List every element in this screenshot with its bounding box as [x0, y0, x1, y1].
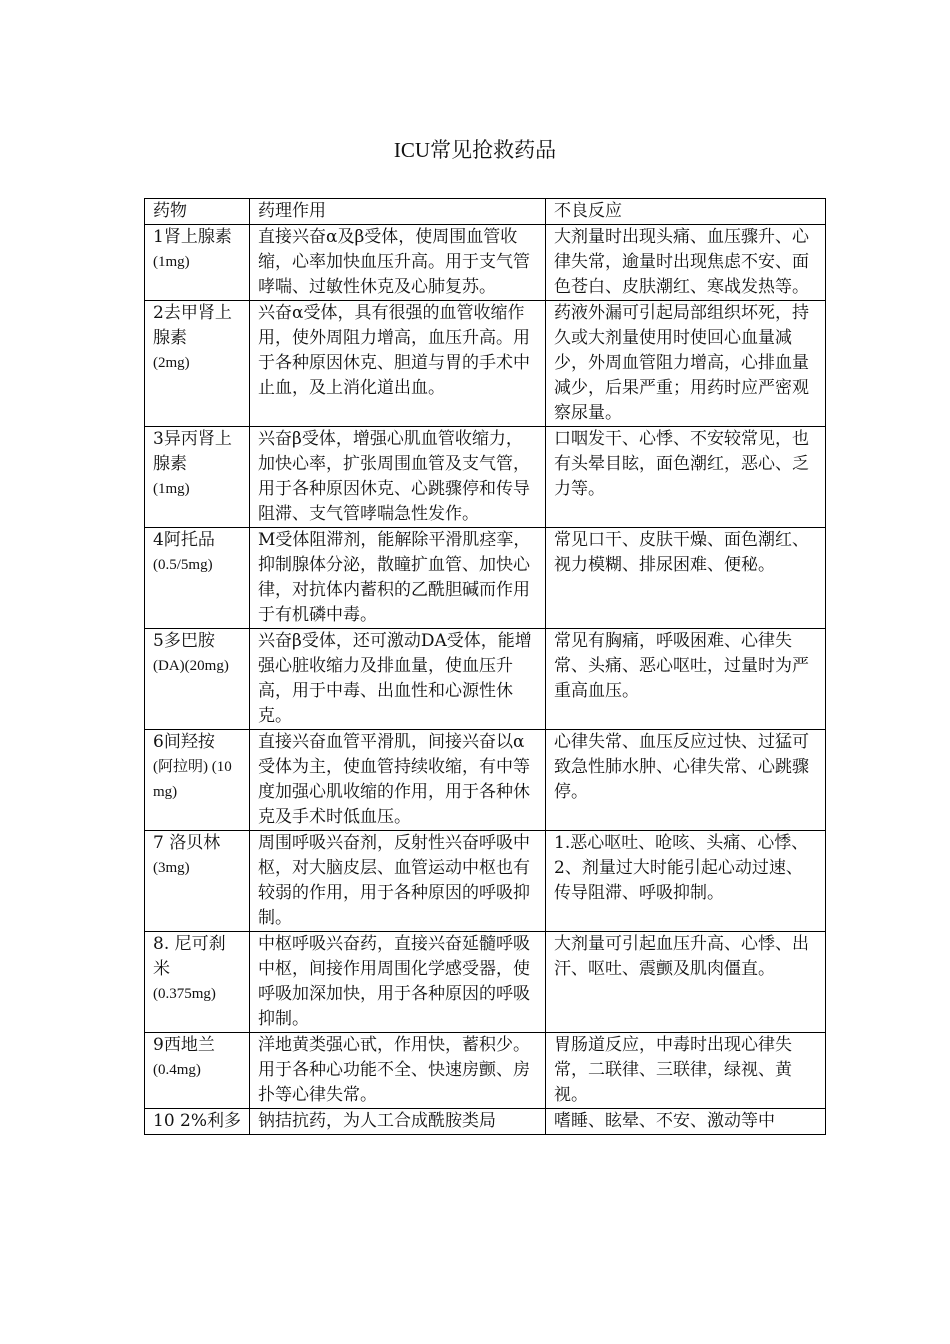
- table-row: [145, 1033, 826, 1109]
- action-cell: 直接兴奋血管平滑肌，间接兴奋以α受体为主，使血管持续收缩，有中等度加强心肌收缩的作用，用于各种休克及手术时低血压。: [250, 730, 546, 831]
- drug-dose: (1mg): [153, 481, 190, 497]
- drug-name: 6间羟按: [153, 732, 215, 752]
- table-row: [145, 932, 826, 1033]
- adverse-cell: 1.恶心呕吐、呛咳、头痛、心悸、2、剂量过大时能引起心动过速、传导阻滞、呼吸抑制。: [546, 831, 826, 932]
- adverse-cell: 胃肠道反应，中毒时出现心律失常，二联律、三联律，绿视、黄视。: [546, 1033, 826, 1109]
- drug-cell: [145, 831, 250, 932]
- drug-name: 8. 尼可刹米: [153, 934, 226, 979]
- drug-name: 5多巴胺: [153, 631, 215, 651]
- table-row: [145, 301, 826, 427]
- drug-name: 1肾上腺素: [153, 227, 232, 247]
- drug-cell: [145, 730, 250, 831]
- drug-dose: (0.4mg): [153, 1062, 201, 1078]
- table-header-row: [145, 199, 826, 225]
- drug-name: 7 洛贝林: [153, 833, 221, 853]
- drug-name: 9西地兰: [153, 1035, 215, 1055]
- action-cell: 洋地黄类强心甙，作用快，蓄积少。用于各种心功能不全、快速房颤、房扑等心律失常。: [250, 1033, 546, 1109]
- drug-cell: [145, 932, 250, 1033]
- table-row: [145, 629, 826, 730]
- table-row: [145, 225, 826, 301]
- drug-name: 4阿托品: [153, 530, 215, 550]
- action-cell: 兴奋α受体，具有很强的血管收缩作用，使外周阻力增高，血压升高。用于各种原因休克、胆道与胃的手术中止血，及上消化道出血。: [250, 301, 546, 427]
- adverse-cell: 药液外漏可引起局部组织坏死，持久或大剂量使用时使回心血量减少，外周血管阻力增高，心排血量减少，后果严重；用药时应严密观察尿量。: [546, 301, 826, 427]
- action-cell: M受体阻滞剂，能解除平滑肌痉挛，抑制腺体分泌，散瞳扩血管、加快心律，对抗体内蓄积的乙酰胆碱而作用于有机磷中毒。: [250, 528, 546, 629]
- adverse-cell: 嗜睡、眩晕、不安、激动等中: [546, 1109, 826, 1135]
- action-cell: 中枢呼吸兴奋药，直接兴奋延髓呼吸中枢，间接作用周围化学感受器，使呼吸加深加快，用于各种原因的呼吸抑制。: [250, 932, 546, 1033]
- drug-dose: (0.375mg): [153, 986, 216, 1002]
- drug-cell: [145, 528, 250, 629]
- drug-name: 3异丙肾上腺素: [153, 429, 232, 474]
- drug-cell: [145, 301, 250, 427]
- table-row: [145, 528, 826, 629]
- header-adverse: 不良反应: [546, 199, 826, 225]
- table-row: [145, 1109, 826, 1135]
- drug-cell: [145, 427, 250, 528]
- page-title: ICU常见抢救药品: [393, 138, 557, 162]
- action-cell: 钠拮抗药，为人工合成酰胺类局: [250, 1109, 546, 1135]
- drug-table: [144, 198, 826, 1135]
- action-cell: 周围呼吸兴奋剂，反射性兴奋呼吸中枢，对大脑皮层、血管运动中枢也有较弱的作用，用于各种原因的呼吸抑制。: [250, 831, 546, 932]
- drug-cell: [145, 629, 250, 730]
- drug-dose: (0.5/5mg): [153, 557, 213, 573]
- drug-cell: [145, 1109, 250, 1135]
- adverse-cell: 心律失常、血压反应过快、过猛可致急性肺水肿、心律失常、心跳骤停。: [546, 730, 826, 831]
- action-cell: 兴奋β受体，增强心肌血管收缩力，加快心率，扩张周围血管及支气管，用于各种原因休克、心跳骤停和传导阻滞、支气管哮喘急性发作。: [250, 427, 546, 528]
- action-cell: 直接兴奋α及β受体，使周围血管收缩，心率加快血压升高。用于支气管哮喘、过敏性休克及心肺复苏。: [250, 225, 546, 301]
- adverse-cell: 常见口干、皮肤干燥、面色潮红、视力模糊、排尿困难、便秘。: [546, 528, 826, 629]
- drug-dose: (阿拉明) (10mg): [153, 759, 232, 800]
- action-cell: 兴奋β受体，还可激动DA受体，能增强心脏收缩力及排血量，使血压升高，用于中毒、出血性和心源性休克。: [250, 629, 546, 730]
- header-drug: 药物: [145, 199, 250, 225]
- drug-name: 2去甲肾上腺素: [153, 303, 232, 348]
- drug-dose: (DA)(20mg): [153, 658, 229, 674]
- table-row: [145, 730, 826, 831]
- drug-cell: [145, 225, 250, 301]
- header-action: 药理作用: [250, 199, 546, 225]
- adverse-cell: 大剂量时出现头痛、血压骤升、心律失常，逾量时出现焦虑不安、面色苍白、皮肤潮红、寒战发热等。: [546, 225, 826, 301]
- adverse-cell: 常见有胸痛，呼吸困难、心律失常、头痛、恶心呕吐，过量时为严重高血压。: [546, 629, 826, 730]
- adverse-cell: 大剂量可引起血压升高、心悸、出汗、呕吐、震颤及肌肉僵直。: [546, 932, 826, 1033]
- drug-name: 10 2%利多: [153, 1111, 242, 1131]
- table-row: [145, 831, 826, 932]
- adverse-cell: 口咽发干、心悸、不安较常见，也有头晕目眩，面色潮红，恶心、乏力等。: [546, 427, 826, 528]
- drug-dose: (1mg): [153, 254, 190, 270]
- table-row: [145, 427, 826, 528]
- drug-dose: (3mg): [153, 860, 190, 876]
- drug-cell: [145, 1033, 250, 1109]
- drug-dose: (2mg): [153, 355, 190, 371]
